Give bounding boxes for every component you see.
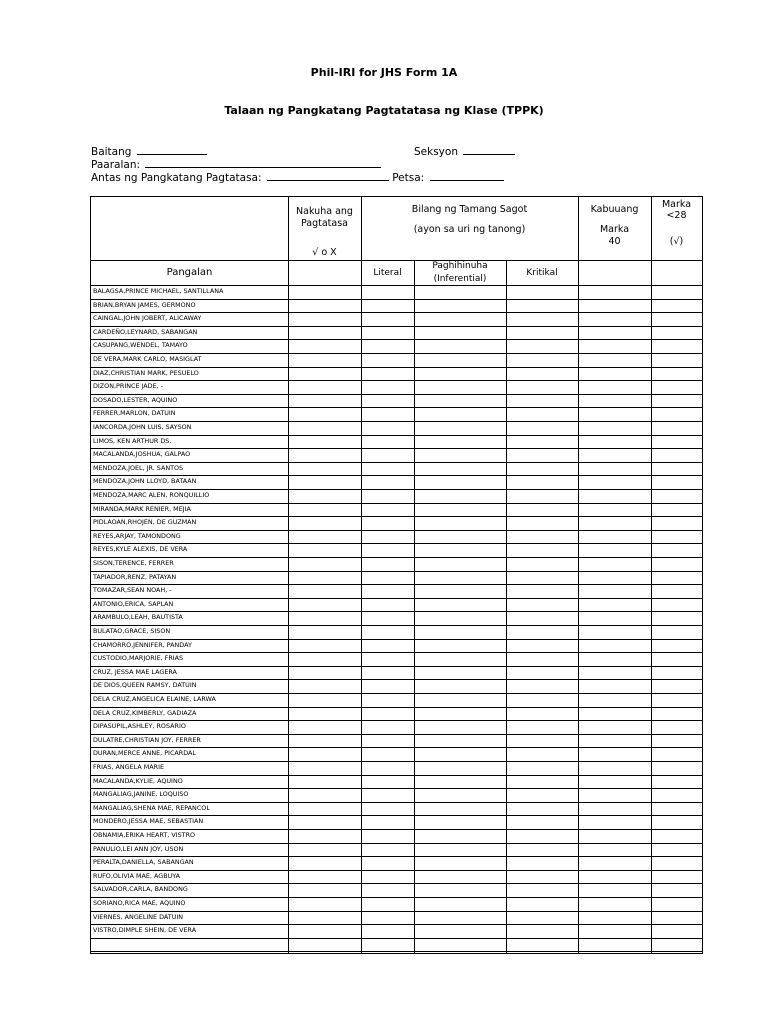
petsa-field[interactable]: [430, 170, 504, 181]
student-name: BULATAO,GRACE, SISON: [93, 627, 171, 635]
antas-label: Antas ng Pangkatang Pagtatasa:: [91, 172, 262, 184]
marka28-label: Marka: [661, 199, 692, 210]
row-divider: [91, 407, 702, 408]
student-name: MENDOZA,MARC ALEN, RONQUILLIO: [93, 491, 210, 499]
student-name: SORIANO,RICA MAE, AQUINO: [93, 899, 186, 907]
student-name: DELA CRUZ,KIMBERLY, GADIAZA: [93, 708, 197, 717]
row-divider: [91, 571, 702, 572]
seksyon-label: Seksyon: [414, 146, 458, 158]
col-divider: [651, 197, 652, 953]
row-divider: [91, 625, 702, 626]
student-name: DIPASUPIL,ASHLEY, ROSARIO: [93, 722, 186, 731]
row-divider: [91, 598, 702, 599]
student-name: MENDOZA,JOEL, JR. SANTOS: [93, 463, 184, 472]
nakuha-header: Nakuha ang Pagtatasa: [296, 206, 353, 229]
student-name: DULATRE,CHRISTIAN JOY, FERRER: [93, 735, 201, 744]
student-name: SISON,TERENCE, FERRER: [93, 559, 174, 567]
student-name: DOSADO,LESTER, AQUINO: [93, 395, 178, 404]
student-name: DIAZ,CHRISTIAN MARK, PESUELO: [93, 368, 199, 377]
marka40-value: 40: [608, 236, 621, 247]
student-name: MACALANDA,KYLIE, AQUINO: [93, 776, 183, 785]
student-name: BRIAN,BRYAN JAMES, GERMONO: [93, 300, 196, 309]
pangalan-header: Pangalan: [166, 267, 213, 278]
student-name: MIRANDA,MARK RENIER, MEJIA: [93, 504, 191, 513]
student-name: MANGALIAG,SHENA MAE, REPANCOL: [93, 803, 210, 812]
student-name: IANCORDA,JOHN LUIS, SAYSON: [93, 423, 192, 431]
paghihinuha-header: Paghihinuha: [432, 261, 488, 271]
row-divider: [91, 938, 702, 939]
kabuuang-header: Kabuuang: [590, 204, 639, 215]
seksyon-field[interactable]: [463, 144, 515, 155]
bilang-header: Bilang ng Tamang Sagot: [411, 204, 528, 215]
student-name: BALAGSA,PRINCE MICHAEL, SANTILLANA: [93, 287, 224, 295]
student-name: CARDEÑO,LEYNARD, SABANGAN: [93, 327, 198, 336]
header-divider: [91, 260, 702, 261]
literal-header: Literal: [373, 268, 402, 278]
student-name: VIERNES, ANGELINE DATUIN: [93, 912, 184, 921]
student-name: MONDERO,JESSA MAE, SEBASTIAN: [93, 817, 204, 826]
student-name: PANULIO,LEI ANN JOY, USON: [93, 844, 184, 853]
form-title: Phil-IRI for JHS Form 1A: [310, 66, 458, 79]
row-divider: [91, 435, 702, 436]
student-name: FRIAS, ANGELA MARIE: [93, 763, 164, 771]
student-name: MACALANDA,JOSHUA, GALPAO: [93, 450, 191, 459]
col-divider: [506, 260, 507, 953]
paaralan-line: [91, 157, 381, 171]
baitang-field[interactable]: [137, 144, 207, 155]
student-name: DELA CRUZ,ANGELICA ELAINE, LARWA: [93, 695, 216, 703]
student-name: VISTRO,DIMPLE SHEIN, DE VERA: [93, 926, 197, 935]
seksyon-line: [414, 144, 515, 158]
baitang-label: Baitang: [91, 146, 132, 158]
student-name: REYES,KYLE ALEXIS, DE VERA: [93, 545, 188, 554]
row-divider: [91, 584, 702, 585]
check-header: √ o X: [312, 247, 337, 258]
petsa-label: Petsa:: [392, 172, 425, 184]
student-name: DURAN,MERCE ANNE, PICARDAL: [93, 749, 196, 758]
kritikal-header: Kritikal: [526, 268, 558, 278]
row-divider: [91, 557, 702, 558]
student-name: CRUZ, JESSA MAE LAGERA: [93, 667, 177, 676]
row-divider: [91, 870, 702, 871]
student-name: ARAMBULO,LEAH, BAUTISTA: [93, 613, 183, 622]
student-name: TAPIADOR,RENZ, PATAYAN: [93, 572, 177, 581]
col-divider: [288, 197, 289, 953]
row-divider: [91, 394, 702, 395]
student-name: DE VERA,MARK CARLO, MASIGLAT: [93, 355, 202, 363]
row-divider: [91, 666, 702, 667]
student-name: CASUPANG,WENDEL, TAMAYO: [93, 341, 188, 350]
row-divider: [91, 380, 702, 381]
row-divider: [91, 951, 702, 952]
student-name: DIZON,PRINCE JADE, -: [93, 382, 163, 391]
student-name: REYES,ARJAY, TAMONDONG: [93, 531, 181, 540]
student-name: DE DIOS,QUEEN RAMSY, DATUIN: [93, 681, 197, 690]
student-name: SALVADOR,CARLA, BANDONG: [93, 885, 188, 894]
student-name: CUSTODIO,MARJORIE, FRIAS: [93, 654, 184, 663]
student-name: CHAMORRO,JENNIFER, PANDAY: [93, 640, 192, 649]
assessment-table: [90, 196, 703, 954]
ayon-header: (ayon sa uri ng tanong): [413, 224, 526, 235]
paaralan-field[interactable]: [145, 157, 381, 168]
student-name: RUFO,OLIVIA MAE, AGBUYA: [93, 871, 181, 880]
inferential-header: (Inferential): [433, 274, 487, 284]
student-name: MANGALIAG,JANINE, LOQUISO: [93, 790, 189, 799]
student-name: MENDOZA,JOHN LLOYD, BATAAN: [93, 477, 197, 486]
marka28-check: (√): [669, 236, 684, 247]
baitang-line: [91, 144, 207, 158]
student-name: OBNAMIA,ERIKA HEART, VISTRO: [93, 831, 196, 839]
student-name: FERRER,MARLON, DATUIN: [93, 409, 176, 418]
student-name: PIDLAOAN,RHOJEN, DE GUZMAN: [93, 518, 197, 527]
student-name: PERALTA,DANIELLA, SABANGAN: [93, 858, 194, 867]
student-name: TOMAZAR,SEAN NOAH, -: [93, 586, 172, 595]
marka28-value: <28: [666, 210, 687, 221]
antas-line: [91, 170, 504, 184]
form-subtitle: Talaan ng Pangkatang Pagtatatasa ng Klase (TPPK): [224, 104, 544, 117]
antas-field[interactable]: [267, 170, 389, 181]
col-divider: [361, 197, 362, 953]
row-divider: [91, 761, 702, 762]
paaralan-label: Paaralan:: [91, 159, 141, 171]
student-name: CAINGAL,JOHN JOBERT, ALICAWAY: [93, 314, 202, 323]
row-divider: [91, 530, 702, 531]
marka40-label: Marka: [599, 224, 630, 235]
col-divider: [414, 260, 415, 953]
col-divider: [578, 197, 579, 953]
student-name: LIMOS, KEN ARTHUR DS.: [93, 436, 172, 445]
student-name: ANTONIO,ERICA, SAPLAN: [93, 599, 174, 608]
